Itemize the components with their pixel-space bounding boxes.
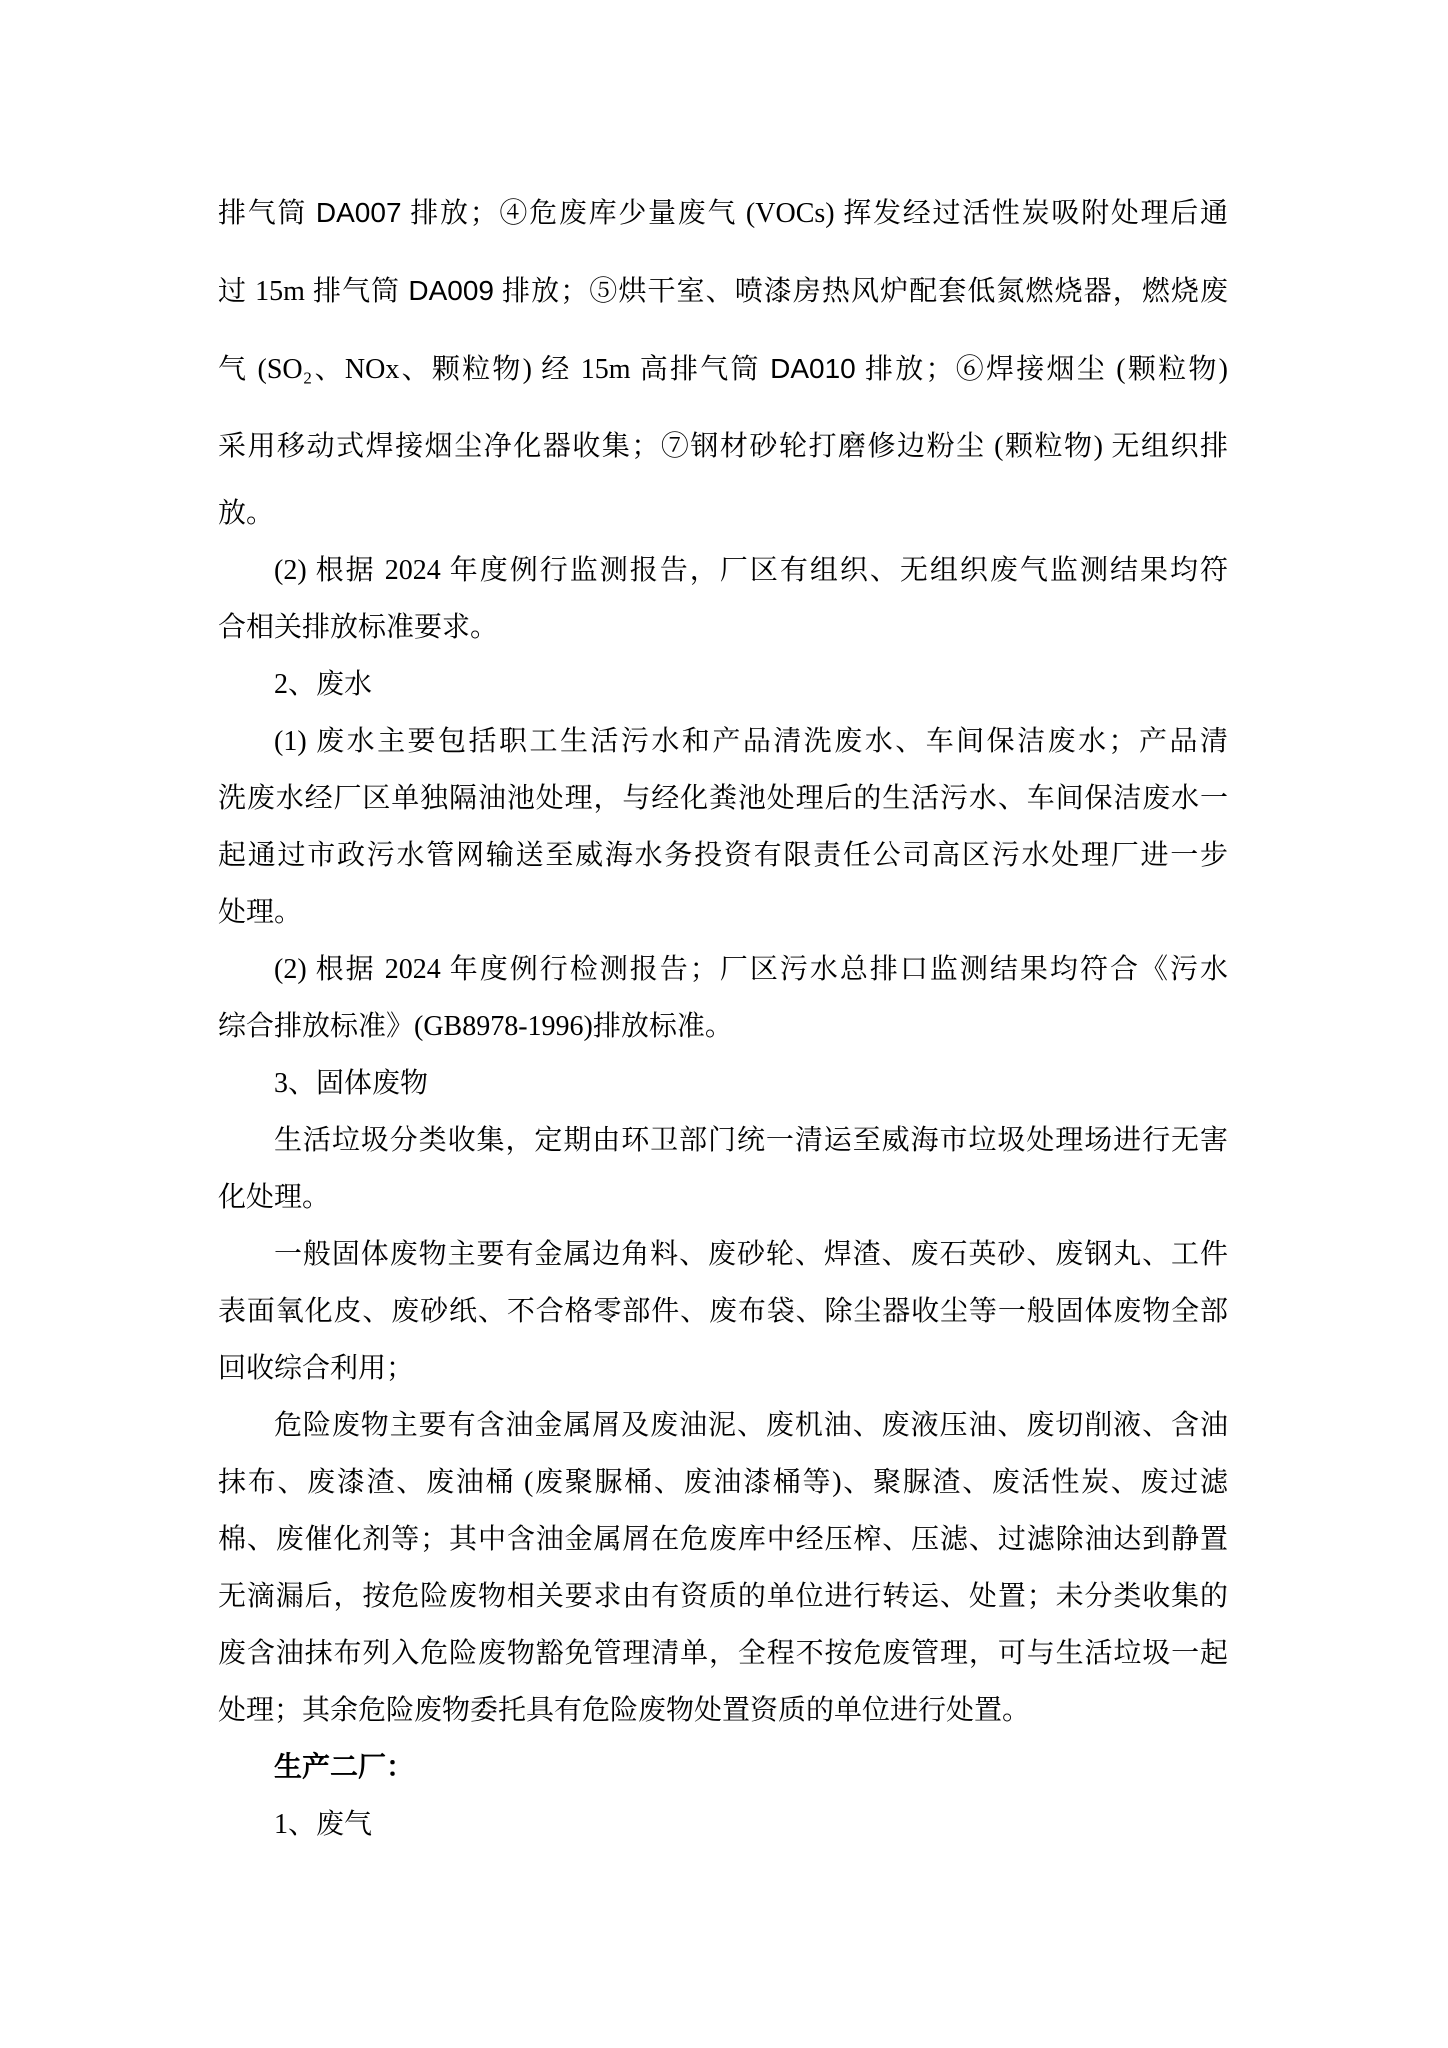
paragraph-domestic-garbage bbox=[218, 1112, 1228, 1226]
text-line: 回收综合利用； bbox=[218, 1353, 415, 1384]
heading-plant-two bbox=[218, 1739, 1228, 1796]
text-line: 采用移动式焊接烟尘净化器收集；⑦钢材砂轮打磨修边粉尘 (颗粒物) 无组织排 bbox=[218, 431, 1228, 462]
paragraph-exhaust-monitoring-result bbox=[218, 542, 1228, 656]
text-line: 废含油抹布列入危险废物豁免管理清单，全程不按危废管理，可与生活垃圾一起 bbox=[218, 1638, 1228, 1669]
text-line: 放。 bbox=[218, 498, 275, 529]
text-line: 过 15m 排气筒 DA009 排放；⑤烘干室、喷漆房热风炉配套低氮燃烧器，燃烧废 bbox=[218, 275, 1228, 307]
heading-exhaust-gas-plant-two bbox=[218, 1796, 1228, 1853]
text-line: (2) 根据 2024 年度例行检测报告；厂区污水总排口监测结果均符合《污水 bbox=[274, 954, 1228, 985]
text-line: 气 (SO₂、NOx、颗粒物) 经 15m 高排气筒 DA010 排放；⑥焊接烟尘 (颗粒物) bbox=[218, 353, 1228, 385]
paragraph-wastewater-monitoring-result bbox=[218, 941, 1228, 1055]
text-block bbox=[218, 174, 1228, 1853]
text-line: 无滴漏后，按危险废物相关要求由有资质的单位进行转运、处置；未分类收集的 bbox=[218, 1581, 1228, 1612]
text-line: 棉、废催化剂等；其中含油金属屑在危废库中经压榨、压滤、过滤除油达到静置 bbox=[218, 1524, 1228, 1555]
text-line: 处理；其余危险废物委托具有危险废物处置资质的单位进行处置。 bbox=[218, 1695, 1031, 1726]
paragraph-exhaust-gas-continuation bbox=[218, 174, 1228, 542]
stack-id: DA009 bbox=[408, 275, 494, 306]
text-line: 合相关排放标准要求。 bbox=[218, 612, 499, 643]
section-heading: 生产二厂： bbox=[274, 1752, 415, 1783]
heading-wastewater bbox=[218, 656, 1228, 713]
text-line: 综合排放标准》(GB8978-1996)排放标准。 bbox=[218, 1011, 733, 1042]
text-line: 生活垃圾分类收集，定期由环卫部门统一清运至威海市垃圾处理场进行无害 bbox=[274, 1125, 1228, 1156]
text-line: 处理。 bbox=[218, 897, 303, 928]
text-line: (2) 根据 2024 年度例行监测报告，厂区有组织、无组织废气监测结果均符 bbox=[274, 555, 1228, 586]
text-line: 排气筒 DA007 排放；④危废库少量废气 (VOCs) 挥发经过活性炭吸附处理后通 bbox=[218, 197, 1228, 229]
text-line: 洗废水经厂区单独隔油池处理，与经化粪池处理后的生活污水、车间保洁废水一 bbox=[218, 783, 1228, 814]
section-heading: 2、废水 bbox=[274, 669, 373, 700]
paragraph-wastewater-sources bbox=[218, 713, 1228, 941]
text-line: 化处理。 bbox=[218, 1182, 331, 1213]
text-line: 抹布、废漆渣、废油桶 (废聚脲桶、废油漆桶等)、聚脲渣、废活性炭、废过滤 bbox=[218, 1467, 1228, 1498]
stack-id: DA007 bbox=[315, 197, 402, 228]
paragraph-hazardous-waste bbox=[218, 1397, 1228, 1739]
text-line: (1) 废水主要包括职工生活污水和产品清洗废水、车间保洁废水；产品清 bbox=[274, 726, 1228, 757]
paragraph-general-solid-waste bbox=[218, 1226, 1228, 1397]
text-line: 一般固体废物主要有金属边角料、废砂轮、焊渣、废石英砂、废钢丸、工件 bbox=[274, 1239, 1228, 1270]
heading-solid-waste bbox=[218, 1055, 1228, 1112]
stack-id: DA010 bbox=[770, 353, 856, 384]
text-line: 起通过市政污水管网输送至威海水务投资有限责任公司高区污水处理厂进一步 bbox=[218, 840, 1228, 871]
section-heading: 3、固体废物 bbox=[274, 1068, 429, 1099]
text-line: 表面氧化皮、废砂纸、不合格零部件、废布袋、除尘器收尘等一般固体废物全部 bbox=[218, 1296, 1228, 1327]
section-heading: 1、废气 bbox=[274, 1809, 373, 1840]
text-line: 危险废物主要有含油金属屑及废油泥、废机油、废液压油、废切削液、含油 bbox=[274, 1410, 1228, 1441]
